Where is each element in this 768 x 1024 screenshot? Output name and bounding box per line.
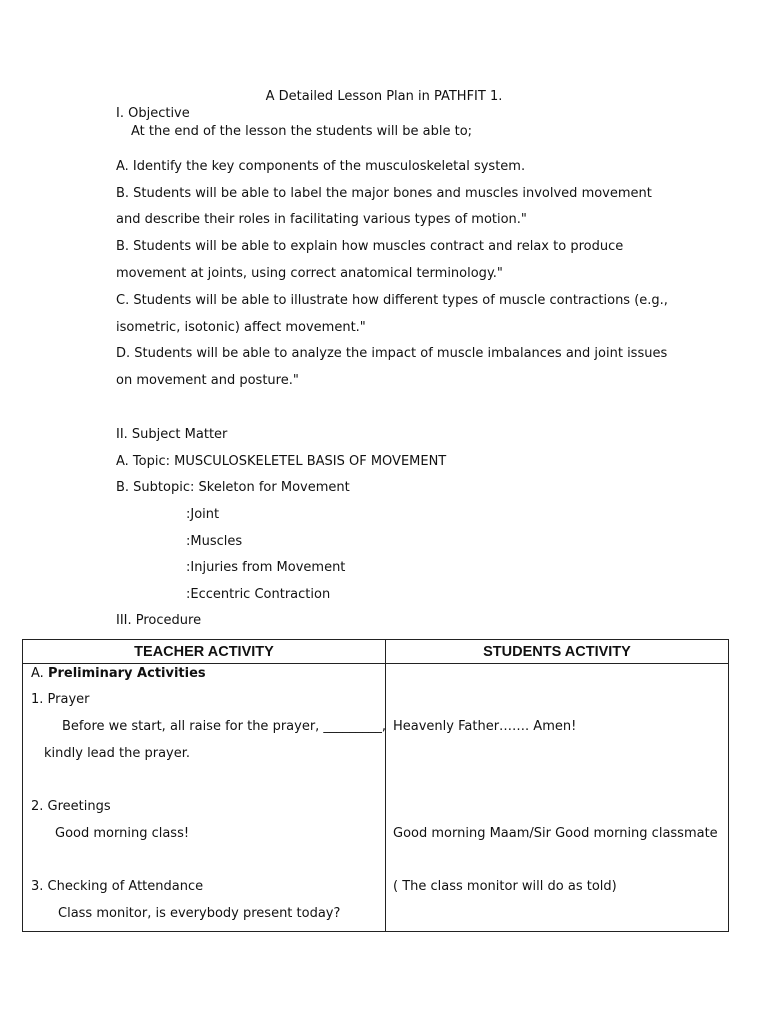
section-title: Preliminary Activities: [47, 666, 206, 681]
subject-matter-heading: II. Subject Matter: [116, 427, 228, 442]
objective-line: isometric, isotonic) affect movement.": [116, 320, 366, 335]
prayer-instruction: Before we start, all raise for the prayer, _________,: [62, 719, 387, 734]
teacher-activity-cell: [23, 664, 386, 932]
preliminary-activities-heading: [31, 666, 206, 682]
subtopic-item: :Joint: [186, 507, 220, 522]
teacher-activity-header: TEACHER ACTIVITY: [23, 640, 386, 664]
objective-line: and describe their roles in facilitating various types of motion.": [116, 212, 527, 227]
greetings-label: 2. Greetings: [31, 799, 111, 814]
document-title: A Detailed Lesson Plan in PATHFIT 1.: [265, 89, 503, 104]
prayer-response: Heavenly Father……. Amen!: [393, 719, 577, 734]
objective-line: D. Students will be able to analyze the impact of muscle imbalances and joint issues: [116, 346, 668, 361]
objective-intro: At the end of the lesson the students will be able to;: [131, 124, 473, 139]
attendance-response: ( The class monitor will do as told): [393, 879, 617, 894]
prayer-label: 1. Prayer: [31, 692, 90, 707]
objective-line: B. Students will be able to label the major bones and muscles involved movement: [116, 186, 652, 201]
prayer-instruction-cont: kindly lead the prayer.: [44, 746, 191, 761]
students-activity-cell: [386, 664, 729, 932]
subtopic-item: :Muscles: [186, 534, 243, 549]
objective-line: A. Identify the key components of the musculoskeletal system.: [116, 159, 526, 174]
topic-line: A. Topic: MUSCULOSKELETEL BASIS OF MOVEMENT: [116, 454, 447, 469]
objective-line: on movement and posture.": [116, 373, 299, 388]
greetings-response: Good morning Maam/Sir Good morning classmate: [393, 826, 718, 841]
subtopic-item: :Injuries from Movement: [186, 560, 346, 575]
subtopic-item: :Eccentric Contraction: [186, 587, 331, 602]
objective-line: C. Students will be able to illustrate how different types of muscle contractions (e.g.,: [116, 293, 668, 308]
subtopic-line: B. Subtopic: Skeleton for Movement: [116, 480, 350, 495]
objective-line: B. Students will be able to explain how muscles contract and relax to produce: [116, 239, 624, 254]
objective-heading: I. Objective: [116, 106, 190, 121]
section-prefix: A.: [31, 666, 48, 681]
procedure-heading: III. Procedure: [116, 613, 202, 628]
procedure-table: [22, 639, 729, 932]
table-header-row: [23, 640, 729, 664]
table-row: [23, 664, 729, 932]
greetings-line: Good morning class!: [55, 826, 190, 841]
objective-line: movement at joints, using correct anatomical terminology.": [116, 266, 503, 281]
attendance-label: 3. Checking of Attendance: [31, 879, 204, 894]
attendance-line: Class monitor, is everybody present today?: [58, 906, 341, 921]
students-activity-header: STUDENTS ACTIVITY: [386, 640, 729, 664]
